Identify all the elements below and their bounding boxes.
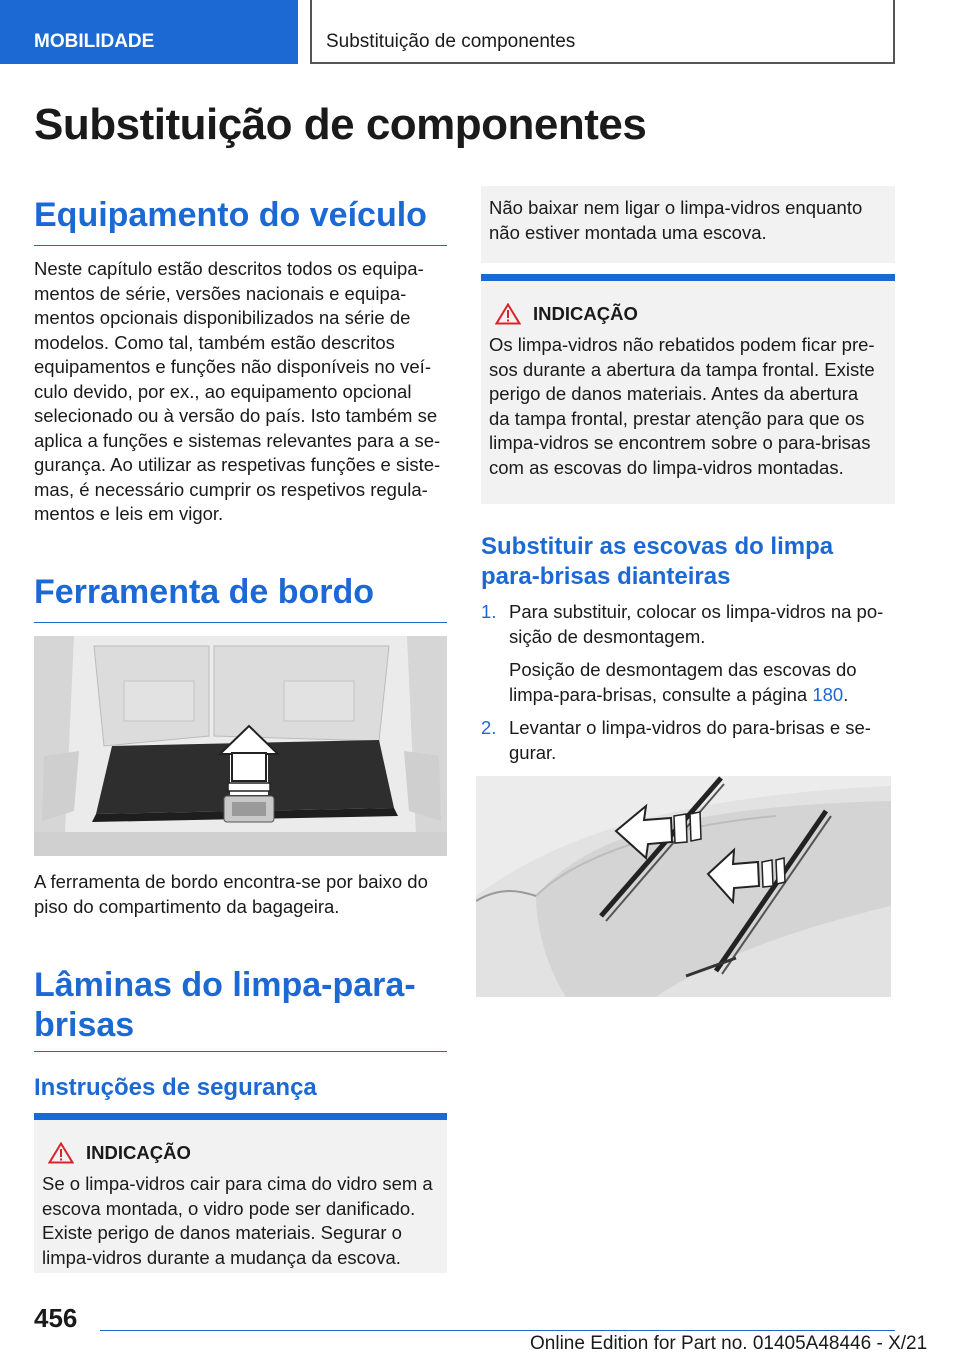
text-span: limpa-para-brisas, consulte a página xyxy=(509,683,813,705)
text-line: limpa-vidros durante a mudança da escova. xyxy=(42,1246,401,1268)
text-line: perigo de danos materiais. Antes da abertura xyxy=(489,383,859,404)
text-line: com as escovas do limpa-vidros montadas. xyxy=(489,456,844,478)
steps-list xyxy=(481,600,895,765)
text-span: . xyxy=(843,683,849,705)
text-line: mentos de série, versões nacionais e equipa‐ xyxy=(34,282,407,304)
step-number: 2. xyxy=(481,717,497,738)
text-line: aplica a funções e sistemas relevantes para a se‐ xyxy=(34,429,441,451)
text-line: escova montada, o vidro pode ser danificado. xyxy=(42,1197,416,1219)
text-line: gurança. Ao utilizar as respetivas funções e siste‐ xyxy=(34,454,441,475)
wiper-image xyxy=(476,776,891,997)
section-label: MOBILIDADE xyxy=(34,31,155,52)
note-label: INDICAÇÃO xyxy=(533,303,638,324)
chapter-tab xyxy=(312,0,895,64)
text-line: selecionado ou à versão do país. Isto também se xyxy=(34,405,438,426)
text-line: Os limpa-vidros não rebatidos podem ficar pre‐ xyxy=(489,334,875,355)
heading-rule xyxy=(34,1051,447,1052)
replace-heading xyxy=(481,532,895,592)
text-line: da tampa frontal, prestar atenção para que os xyxy=(489,407,865,429)
text-line: equipamentos e funções não disponíveis no veí‐ xyxy=(34,356,431,377)
blades-heading-line2: brisas xyxy=(34,1006,135,1044)
heading-rule xyxy=(34,245,447,246)
text-line: culo devido, por ex., ao equipamento opcional xyxy=(34,380,412,402)
note-label: INDICAÇÃO xyxy=(86,1142,191,1163)
text-line: modelos. Como tal, também estão descritos xyxy=(34,331,395,353)
page-title: Substituição de componentes xyxy=(34,100,647,149)
replace-heading-line2: para-brisas dianteiras xyxy=(481,563,731,590)
text-line: gurar. xyxy=(509,741,557,763)
section-tab xyxy=(0,0,298,64)
text-line: sos durante a abertura da tampa frontal. Existe xyxy=(489,358,875,380)
text-line: mas, é necessário cumprir os respetivos regula‐ xyxy=(34,478,428,500)
blades-heading-line1: Lâminas do limpa-para- xyxy=(34,966,416,1004)
text-line: sição de desmontagem. xyxy=(509,625,706,647)
text-line: A ferramenta de bordo encontra-se por baixo do xyxy=(34,871,428,892)
tool-heading: Ferramenta de bordo xyxy=(34,573,375,611)
text-line xyxy=(509,683,895,708)
note-box-2 xyxy=(481,274,895,504)
equipment-heading: Equipamento do veículo xyxy=(34,196,427,234)
text-line: não estiver montada uma escova. xyxy=(489,221,767,243)
safety-heading: Instruções de segurança xyxy=(34,1074,317,1101)
text-line: mentos e leis em vigor. xyxy=(34,503,224,524)
note-text xyxy=(42,1172,439,1270)
step-number: 1. xyxy=(481,601,497,622)
warning-icon xyxy=(48,1142,74,1164)
chapter-label: Substituição de componentes xyxy=(326,31,576,52)
text-line: Neste capítulo estão descritos todos os equipa‐ xyxy=(34,258,424,279)
step-item xyxy=(481,716,895,765)
text-line: Para substituir, colocar os limpa-vidros na po‐ xyxy=(509,601,884,622)
text-line: Não baixar nem ligar o limpa-vidros enquanto xyxy=(489,197,863,218)
tool-section xyxy=(34,572,447,623)
text-line: mentos opcionais disponibilizados na série de xyxy=(34,307,411,328)
heading-rule xyxy=(34,622,447,623)
note-text xyxy=(489,196,887,245)
text-line: Levantar o limpa-vidros do para-brisas e se‐ xyxy=(509,717,871,738)
warning-icon xyxy=(495,303,521,325)
footer-edition: Online Edition for Part no. 01405A48446 - X/21 xyxy=(530,1333,928,1354)
text-line: piso do compartimento da bagageira. xyxy=(34,895,340,917)
text-line: Posição de desmontagem das escovas do xyxy=(509,659,857,680)
cargo-area-image xyxy=(34,636,447,856)
step-item xyxy=(481,600,895,707)
text-line: Se o limpa-vidros cair para cima do vidro sem a xyxy=(42,1173,433,1194)
blades-section xyxy=(34,965,447,1052)
note-text xyxy=(489,333,887,480)
page-link[interactable]: 180 xyxy=(812,683,844,705)
note-header xyxy=(48,1142,439,1164)
text-line: limpa-vidros se encontrem sobre o para-brisas xyxy=(489,432,871,453)
tool-text xyxy=(34,870,447,919)
equipment-text xyxy=(34,257,447,527)
page-number: 456 xyxy=(34,1303,78,1333)
text-line: Existe perigo de danos materiais. Segurar o xyxy=(42,1222,402,1243)
equipment-section xyxy=(34,195,447,246)
note-continuation xyxy=(481,186,895,263)
replace-heading-line1: Substituir as escovas do limpa xyxy=(481,533,834,560)
footer-rule xyxy=(100,1330,895,1331)
note-header xyxy=(495,303,887,325)
note-box-1 xyxy=(34,1113,447,1273)
